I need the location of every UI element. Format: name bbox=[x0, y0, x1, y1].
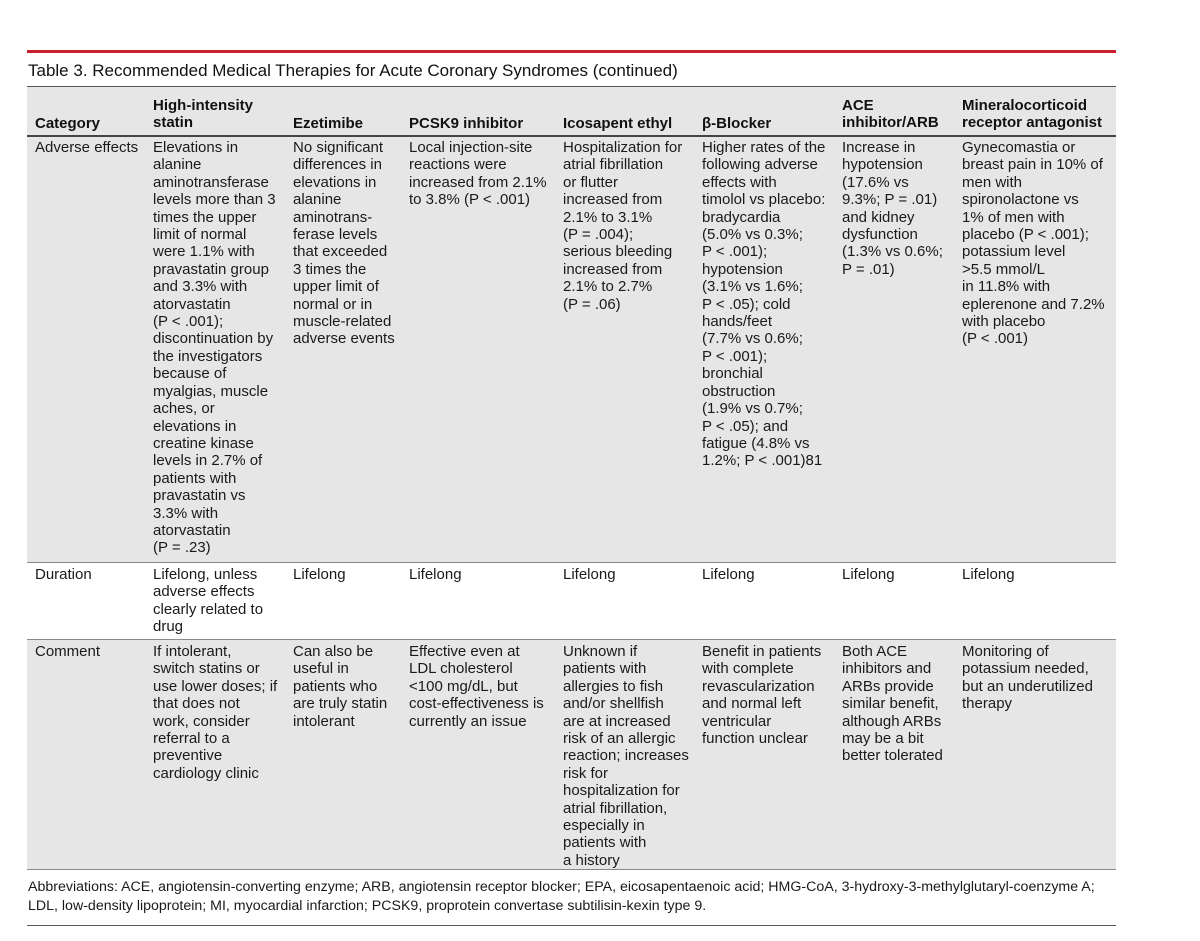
cell-adverse-ezetimibe: No significant differences in elevations in alanine aminotrans- ferase levels that exceeded 3 times the upper limit of normal or in muscle-related adverse events bbox=[293, 139, 395, 348]
col-header-statin: High-intensity statin bbox=[153, 97, 253, 132]
title-accent-rule bbox=[27, 50, 1116, 53]
cell-comment-icosapent: Unknown if patients with allergies to fish and/or shellfish are at increased risk of an allergic reaction; increases risk for hospitalization for atrial fibrillation, especially in patients with a history bbox=[563, 643, 689, 869]
col-header-pcsk9: PCSK9 inhibitor bbox=[409, 115, 524, 132]
cell-adverse-mra: Gynecomastia or breast pain in 10% of men with spironolactone vs 1% of men with placebo (P < .001); potassium level >5.5 mmol/L in 11.8% with eplerenone and 7.2% with placebo (P < .001) bbox=[962, 139, 1105, 348]
cell-duration-beta-blocker: Lifelong bbox=[702, 566, 755, 583]
cell-comment-beta-blocker: Benefit in patients with complete revascularization and normal left ventricular function unclear bbox=[702, 643, 822, 748]
cell-adverse-beta-blocker: Higher rates of the following adverse effects with timolol vs placebo: bradycardia (5.0% vs 0.3%; P < .001); hypotension (3.1% vs 1.6%; P < .05); cold hands/feet (7.7% vs 0.6%; P < .001); bronchial obstruction (1.9% vs 0.7%; P < .05); and fatigue (4.8% vs 1.2%; P < .001)81 bbox=[702, 139, 826, 470]
col-header-ace-arb: ACE inhibitor/ARB bbox=[842, 97, 939, 132]
row-comment-category: Comment bbox=[35, 643, 101, 660]
abbreviations-footnote: Abbreviations: ACE, angiotensin-converting enzyme; ARB, angiotensin receptor blocker; EPA, eicosapentaenoic acid; HMG-CoA, 3-hydroxy-3-methylglutaryl-coenzyme A; LDL, low-density lipoprotein; MI, myocardial infarction; PCSK9, proprotein convertase subtilisin-kexin type 9. bbox=[28, 879, 1095, 914]
cell-adverse-statin: Elevations in alanine aminotransferase levels more than 3 times the upper limit of normal were 1.1% with pravastatin group and 3.3% with atorvastatin (P < .001); discontinuation by the investigators because of myalgias, muscle aches, or elevations in creatine kinase levels in 2.7% of patients with pravastatin vs 3.3% with atorvastatin (P = .23) bbox=[153, 139, 276, 557]
cell-comment-mra: Monitoring of potassium needed, but an underutilized therapy bbox=[962, 643, 1093, 713]
cell-comment-pcsk9: Effective even at LDL cholesterol <100 mg/dL, but cost-effectiveness is currently an issue bbox=[409, 643, 544, 730]
col-header-beta-blocker: β-Blocker bbox=[702, 115, 772, 132]
cell-duration-mra: Lifelong bbox=[962, 566, 1015, 583]
cell-comment-statin: If intolerant, switch statins or use lower doses; if that does not work, consider referral to a preventive cardiology clinic bbox=[153, 643, 278, 782]
cell-adverse-pcsk9: Local injection-site reactions were increased from 2.1% to 3.8% (P < .001) bbox=[409, 139, 547, 209]
row-duration-category: Duration bbox=[35, 566, 92, 583]
cell-duration-statin: Lifelong, unless adverse effects clearly related to drug bbox=[153, 566, 264, 636]
col-header-mra: Mineralocorticoid receptor antagonist bbox=[962, 97, 1103, 132]
table-title: Table 3. Recommended Medical Therapies for Acute Coronary Syndromes (continued) bbox=[28, 61, 678, 80]
cell-comment-ezetimibe: Can also be useful in patients who are truly statin intolerant bbox=[293, 643, 388, 730]
cell-adverse-ace-arb: Increase in hypotension (17.6% vs 9.3%; P = .01) and kidney dysfunction (1.3% vs 0.6%; P = .01) bbox=[842, 139, 943, 278]
col-header-category: Category bbox=[35, 115, 101, 132]
cell-adverse-icosapent: Hospitalization for atrial fibrillation or flutter increased from 2.1% to 3.1% (P = .004); serious bleeding increased from 2.1% to 2.7% (P = .06) bbox=[563, 139, 683, 313]
cell-duration-ace-arb: Lifelong bbox=[842, 566, 895, 583]
header-underline bbox=[27, 135, 1116, 137]
cell-duration-pcsk9: Lifelong bbox=[409, 566, 462, 583]
row-adverse-category: Adverse effects bbox=[35, 139, 139, 156]
cell-duration-ezetimibe: Lifelong bbox=[293, 566, 346, 583]
cell-duration-icosapent: Lifelong bbox=[563, 566, 616, 583]
row-separator bbox=[27, 562, 1116, 563]
bottom-rule bbox=[27, 925, 1116, 926]
col-header-ezetimibe: Ezetimibe bbox=[293, 115, 364, 132]
col-header-icosapent: Icosapent ethyl bbox=[563, 115, 673, 132]
cell-comment-ace-arb: Both ACE inhibitors and ARBs provide similar benefit, although ARBs may be a bit better tolerated bbox=[842, 643, 943, 765]
